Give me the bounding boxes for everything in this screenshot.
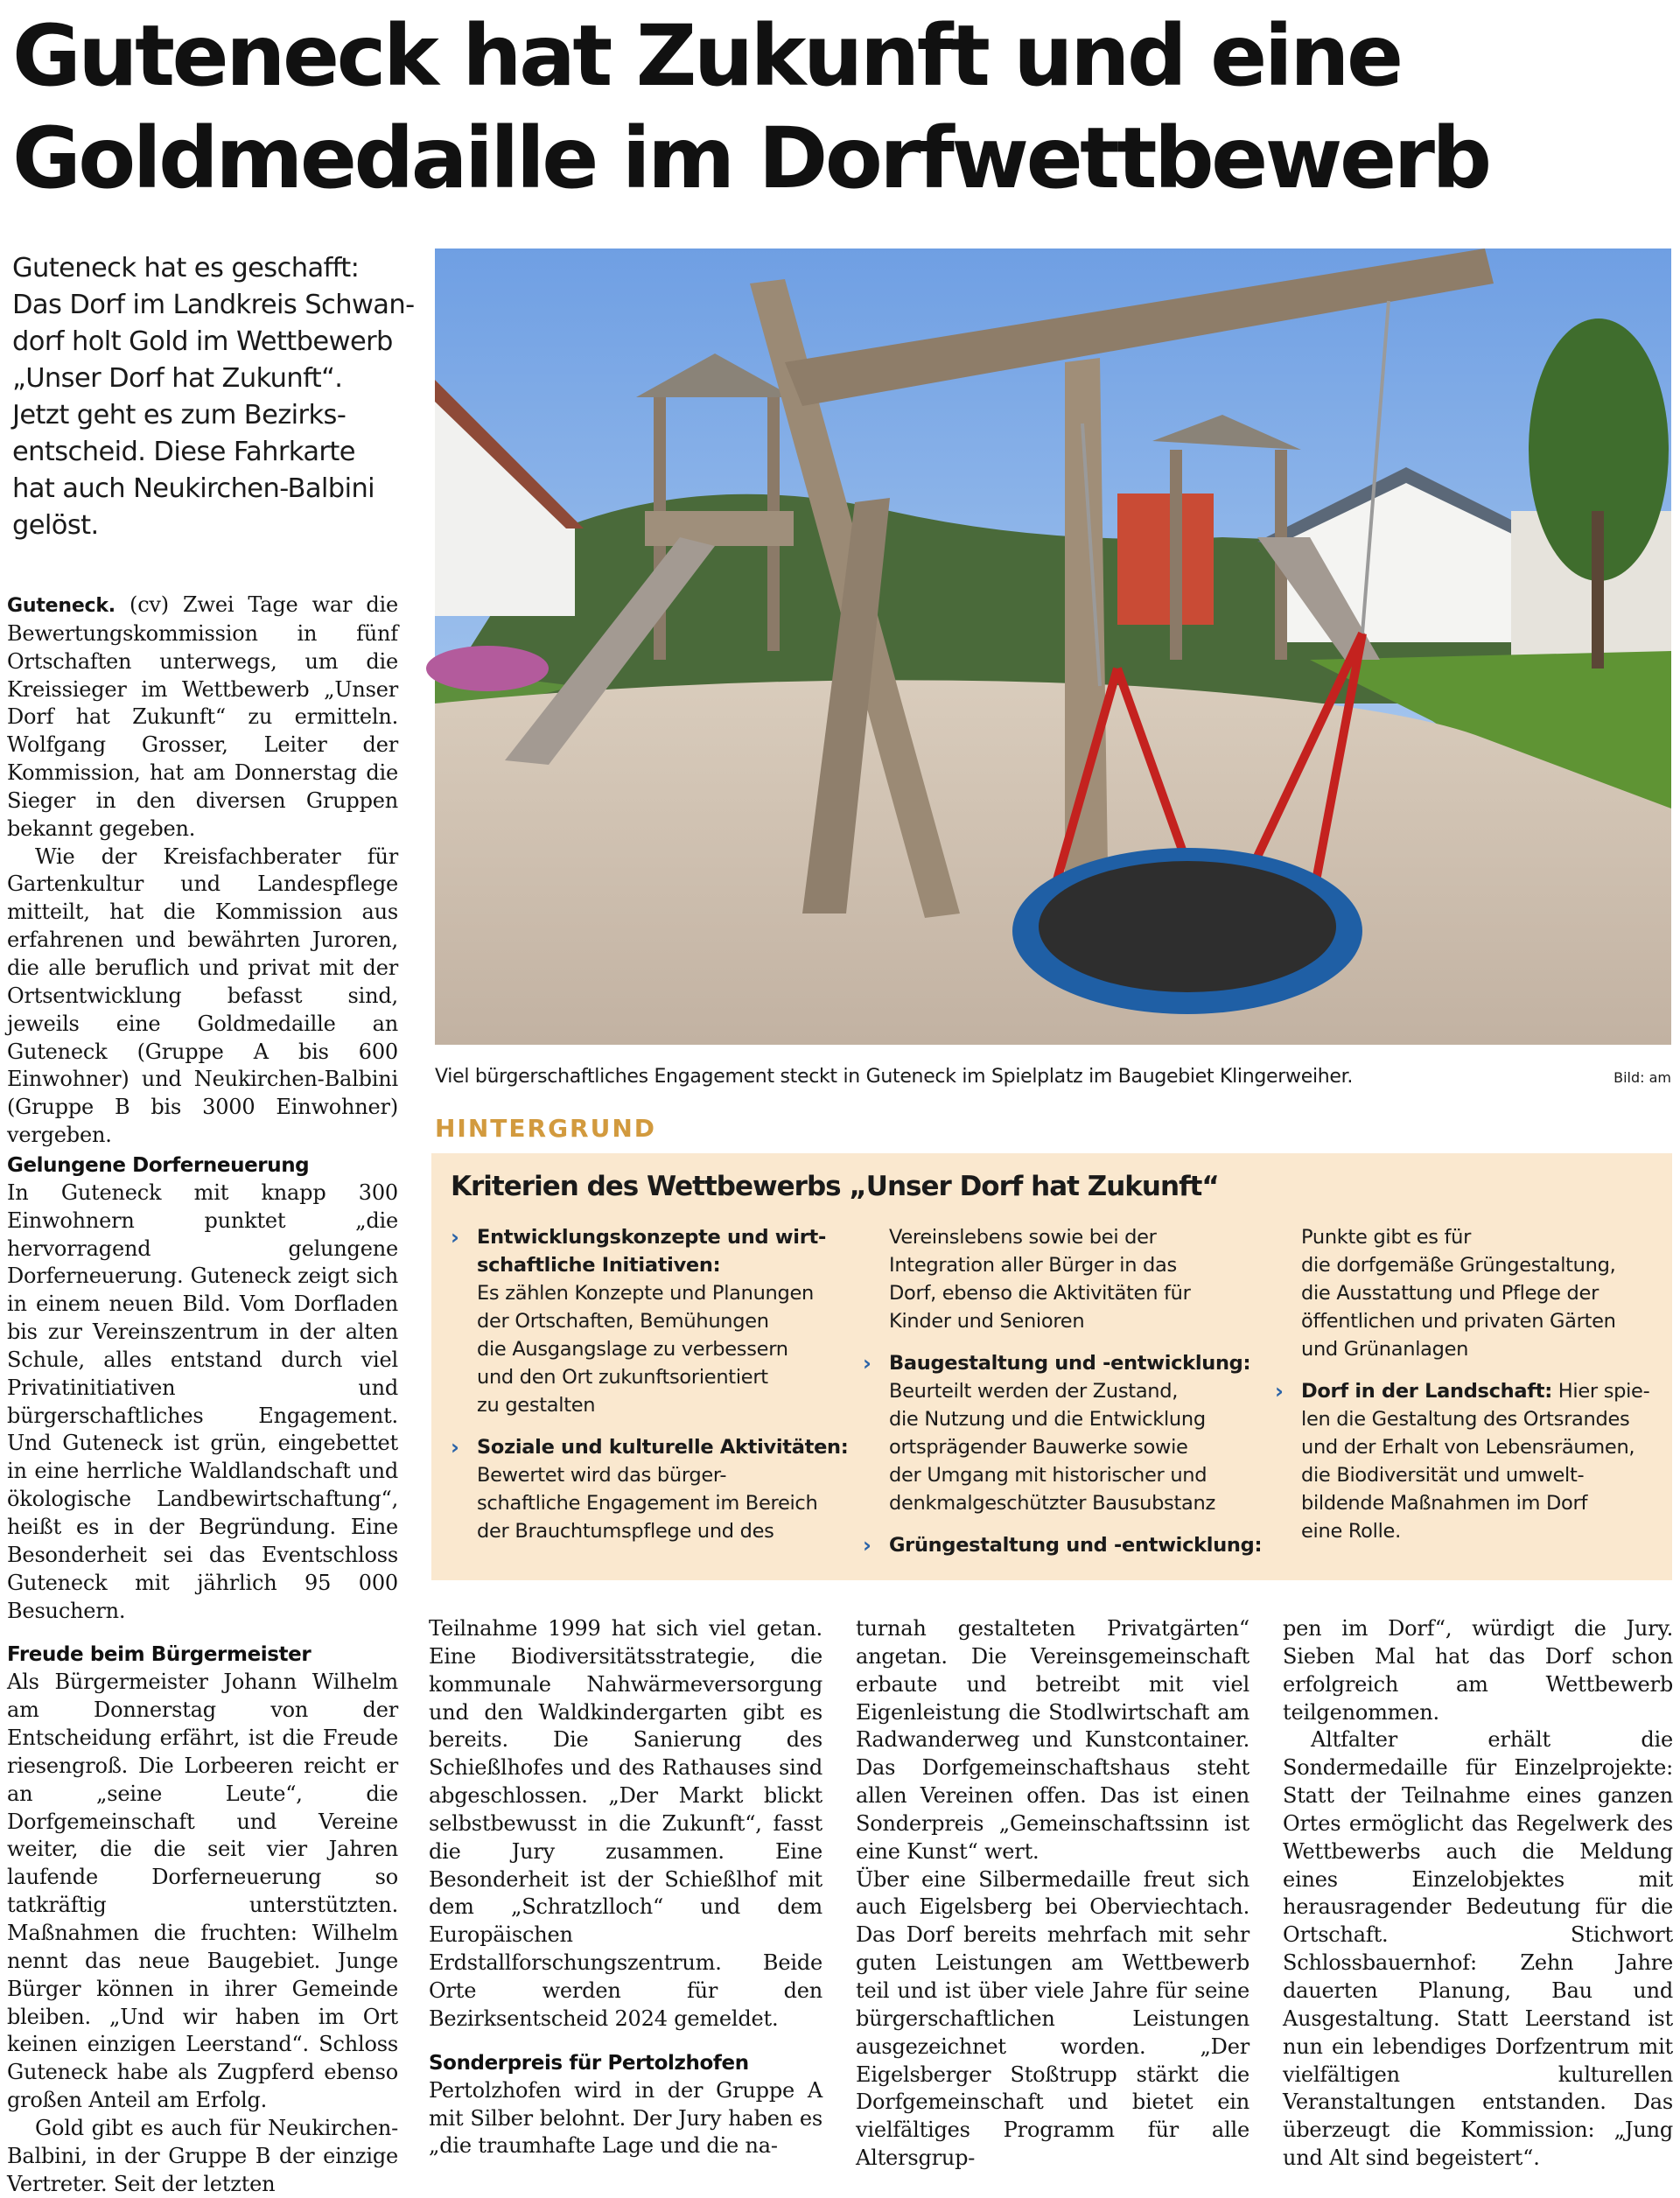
headline-line-1: Guteneck hat Zukunft und eine <box>12 7 1401 105</box>
lead-line: Guteneck hat es geschafft: <box>12 253 360 284</box>
photo-credit: Bild: am <box>1614 1069 1671 1086</box>
dateline: Guteneck. <box>7 595 116 617</box>
criterion-text: Hier spie- <box>1551 1380 1650 1403</box>
criterion-title: Baugestaltung und -entwicklung: <box>889 1352 1251 1375</box>
article-paragraph <box>7 592 398 844</box>
article-paragraph: turnah gestalteten Privatgärten“ angetan. Die Vereinsgemeinschaft erbaute und betreibt mit viel Eigenleistung die Stodlwirtschaft am Radwanderweg und Kunstcontainer. Das Dorfgemeinschaftshaus steht allen Vereinen offen. Das ist einen Sonderpreis „Gemeinschaftssinn ist eine Kunst“ wert. <box>856 1616 1250 1864</box>
criterion-text: Es zählen Konzepte und Planungen <box>477 1282 814 1305</box>
article-paragraph: Pertolzhofen wird in der Gruppe A mit Silber belohnt. Der Jury haben es „die traumhafte Lage und die na- <box>429 2077 822 2159</box>
criterion-title: Soziale und kulturelle Aktivitäten: <box>477 1436 849 1459</box>
criterion-text: der Ortschaften, Bemühungen <box>477 1310 769 1333</box>
subheading: Sonderpreis für Pertolzhofen <box>429 2051 749 2075</box>
infobox-column-3 <box>1275 1223 1660 1545</box>
criterion-title: Grüngestaltung und -entwicklung: <box>889 1534 1263 1557</box>
lead-line: dorf holt Gold im Wettbewerb <box>12 326 393 357</box>
article-paragraph: Altfalter erhält die Sondermedaille für Einzelprojekte: Statt der Teilnahme eines ganzen Ortes ermöglicht das Regelwerk des Wettbewerbs auch die Meldung eines Einzelobjektes mit herausragender Bedeutung für die Ortschaft. Stichwort Schlossbauernhof: Zehn Jahre dauerten Planung, Bau und Ausgestaltung. Statt Leerstand ist nun ein lebendiges Dorfzentrum mit vielfältigen kulturellen Veranstaltungen entstanden. Das überzeugt die Kommission: „Jung und Alt sind begeistert“. <box>1283 1727 1673 2171</box>
criteria-infobox <box>431 1153 1672 1580</box>
criterion-text: Bewertet wird das bürger- <box>477 1464 727 1487</box>
section-kicker: HINTERGRUND <box>435 1114 657 1143</box>
criterion-text: ortsprägender Bauwerke sowie <box>889 1436 1188 1459</box>
lead-line: Jetzt geht es zum Bezirks- <box>12 400 346 430</box>
criterion-text: die Ausgangslage zu verbessern <box>477 1338 788 1361</box>
criterion-text: die Ausstattung und Pflege der <box>1301 1282 1600 1305</box>
article-column-1 <box>7 592 398 2198</box>
chevron-right-icon: › <box>451 1225 459 1250</box>
lead-line: hat auch Neukirchen-Balbini <box>12 473 375 504</box>
criterion-item <box>451 1433 862 1545</box>
criterion-text: eine Rolle. <box>1301 1520 1401 1543</box>
article-paragraph: Als Bürgermeister Johann Wilhelm am Donnerstag von der Entscheidung erfährt, ist die Freude riesengroß. Die Lorbeeren reicht er an „seine Leute“, die Dorfgemeinschaft und Vereine weiter, die die seit vier Jahren laufende Dorferneuerung so tatkräftig unterstützten. Maßnahmen die fruchten: Wilhelm nennt das neue Baugebiet. Junge Bürger können in ihrer Gemeinde bleiben. „Und wir haben im Ort keinen einzigen Leerstand“. Schloss Guteneck habe als Zugpferd ebenso großen Anteil am Erfolg. <box>7 1670 398 2113</box>
criterion-text: der Brauchtumspflege und des <box>477 1520 774 1543</box>
criterion-text: und der Erhalt von Lebensräumen, <box>1301 1436 1635 1459</box>
playground-photo <box>435 248 1671 1045</box>
criterion-text: bildende Maßnahmen im Dorf <box>1301 1492 1588 1515</box>
criterion-item <box>863 1531 1265 1559</box>
photo-caption <box>435 1062 1671 1094</box>
chevron-right-icon: › <box>863 1351 872 1376</box>
playground-photo-illustration <box>435 248 1671 1045</box>
criterion-text: zu gestalten <box>477 1394 596 1417</box>
criterion-text: schaftliche Engagement im Bereich <box>477 1492 818 1515</box>
headline-line-2: Goldmedaille im Dorfwettbewerb <box>12 109 1489 207</box>
criterion-text: denkmalgeschützter Bausubstanz <box>889 1492 1215 1515</box>
article-paragraph: Über eine Silbermedaille freut sich auch Eigelsberg bei Oberviechtach. Das Dorf bereits mehrfach mit sehr guten Leistungen am Wettbewerb teil und ist über viele Jahre für seine bürgerschaftlichen Leistungen ausgezeichnet worden. „Der Eigelsberger Stoßtrupp stärkt die Dorfgemeinschaft und bietet ein vielfältiges Programm für alle Altersgrup- <box>856 1866 1250 2171</box>
criterion-item <box>1275 1377 1660 1545</box>
criterion-text: len die Gestaltung des Ortsrandes <box>1301 1408 1630 1431</box>
criterion-text: und Grünanlagen <box>1301 1338 1469 1361</box>
criterion-text: die Biodiversität und umwelt- <box>1301 1464 1585 1487</box>
criterion-text: der Umgang mit historischer und <box>889 1464 1208 1487</box>
article-paragraph: pen im Dorf“, würdigt die Jury. Sieben Mal hat das Dorf schon erfolgreich am Wettbewerb teilgenommen. <box>1283 1616 1673 1725</box>
chevron-right-icon: › <box>451 1435 459 1460</box>
headline <box>12 5 1675 210</box>
criterion-title: Entwicklungskonzepte und wirt- <box>477 1226 826 1249</box>
criterion-text: und den Ort zukunftsorientiert <box>477 1366 768 1389</box>
criterion-text: Punkte gibt es für <box>1301 1226 1472 1249</box>
article-paragraph: In Guteneck mit knapp 300 Einwohnern punktet „die hervorragend gelungene Dorferneuerung. Guteneck zeigt sich in einem neuen Bild. Vom Dorfladen bis zur Vereinszentrum in der alten Schule, alles entstand durch viel Privatinitiativen und bürgerschaftliches Engagement. Und Guteneck ist grün, eingebettet in eine herrliche Waldlandschaft und ökologische Landbewirtschaftung“, heißt es in der Begründung. Eine Besonderheit sei das Eventschloss Guteneck mit jährlich 95 000 Besuchern. <box>7 1180 398 1623</box>
article-column-2 <box>429 1615 822 2160</box>
lead-line: „Unser Dorf hat Zukunft“. <box>12 363 343 394</box>
criterion-item <box>863 1349 1265 1517</box>
infobox-column-2 <box>863 1223 1265 1559</box>
article-paragraph: Gold gibt es auch für Neukirchen-Balbini, in der Gruppe B der einzige Vertreter. Seit der letzten <box>7 2115 398 2196</box>
criterion-text: Vereinslebens sowie bei der <box>889 1226 1157 1249</box>
criterion-item <box>451 1223 862 1419</box>
paragraph-text: (cv) Zwei Tage war die Bewertungskommission in fünf Ortschaften unterwegs, um die Kreissieger im Wettbewerb „Unser Dorf hat Zukunft“ zu ermitteln. Wolfgang Grosser, Leiter der Kommission, hat am Donnerstag die Sieger in den diversen Gruppen bekannt gegeben. <box>7 592 398 841</box>
subheading: Gelungene Dorferneuerung <box>7 1153 310 1177</box>
article-paragraph: Wie der Kreisfachberater für Gartenkultur und Landespflege mitteilt, hat die Kommission aus erfahrenen und bewährten Juroren, die alle beruflich und privat mit der Ortsentwicklung befasst sind, jeweils eine Goldmedaille an Guteneck (Gruppe A bis 600 Einwohner) und Neukirchen-Balbini (Gruppe B bis 3000 Einwohner) vergeben. <box>7 844 398 1148</box>
article-column-3 <box>856 1615 1250 2173</box>
infobox-column-1 <box>451 1223 862 1545</box>
criterion-title: schaftliche Initiativen: <box>477 1254 721 1277</box>
caption-text: Viel bürgerschaftliches Engagement steckt in Guteneck im Spielplatz im Baugebiet Klingerweiher. <box>435 1066 1354 1088</box>
criterion-text: Integration aller Bürger in das <box>889 1254 1177 1277</box>
lead-paragraph <box>12 250 424 544</box>
criterion-text: öffentlichen und privaten Gärten <box>1301 1310 1616 1333</box>
chevron-right-icon: › <box>863 1533 872 1558</box>
criterion-text: Dorf, ebenso die Aktivitäten für <box>889 1282 1191 1305</box>
chevron-right-icon: › <box>1275 1379 1284 1404</box>
criterion-text: Kinder und Senioren <box>889 1310 1085 1333</box>
article-paragraph: Teilnahme 1999 hat sich viel getan. Eine Biodiversitätsstrategie, die kommunale Nahwärmeversorgung und den Waldkindergarten gibt es bereits. Die Sanierung des Schießlhofes und des Rathauses sind abgeschlossen. „Der Markt blickt selbstbewusst in die Zukunft“, fasst die Jury zusammen. Eine Besonderheit ist der Schießlhof mit dem „Schratzlloch“ und dem Europäischen Erdstallforschungszentrum. Beide Orte werden für den Bezirksentscheid 2024 gemeldet. <box>429 1616 822 2031</box>
lead-line: entscheid. Diese Fahrkarte <box>12 437 355 467</box>
subheading: Freude beim Bürgermeister <box>7 1643 312 1667</box>
lead-line: gelöst. <box>12 510 99 541</box>
criterion-title: Dorf in der Landschaft: <box>1301 1380 1552 1403</box>
infobox-title: Kriterien des Wettbewerbs „Unser Dorf hat Zukunft“ <box>451 1171 1219 1202</box>
article-column-4 <box>1283 1615 1673 2173</box>
criterion-text: die dorfgemäße Grüngestaltung, <box>1301 1254 1616 1277</box>
lead-line: Das Dorf im Landkreis Schwan- <box>12 290 415 320</box>
criterion-text: Beurteilt werden der Zustand, <box>889 1380 1179 1403</box>
criterion-text: die Nutzung und die Entwicklung <box>889 1408 1206 1431</box>
